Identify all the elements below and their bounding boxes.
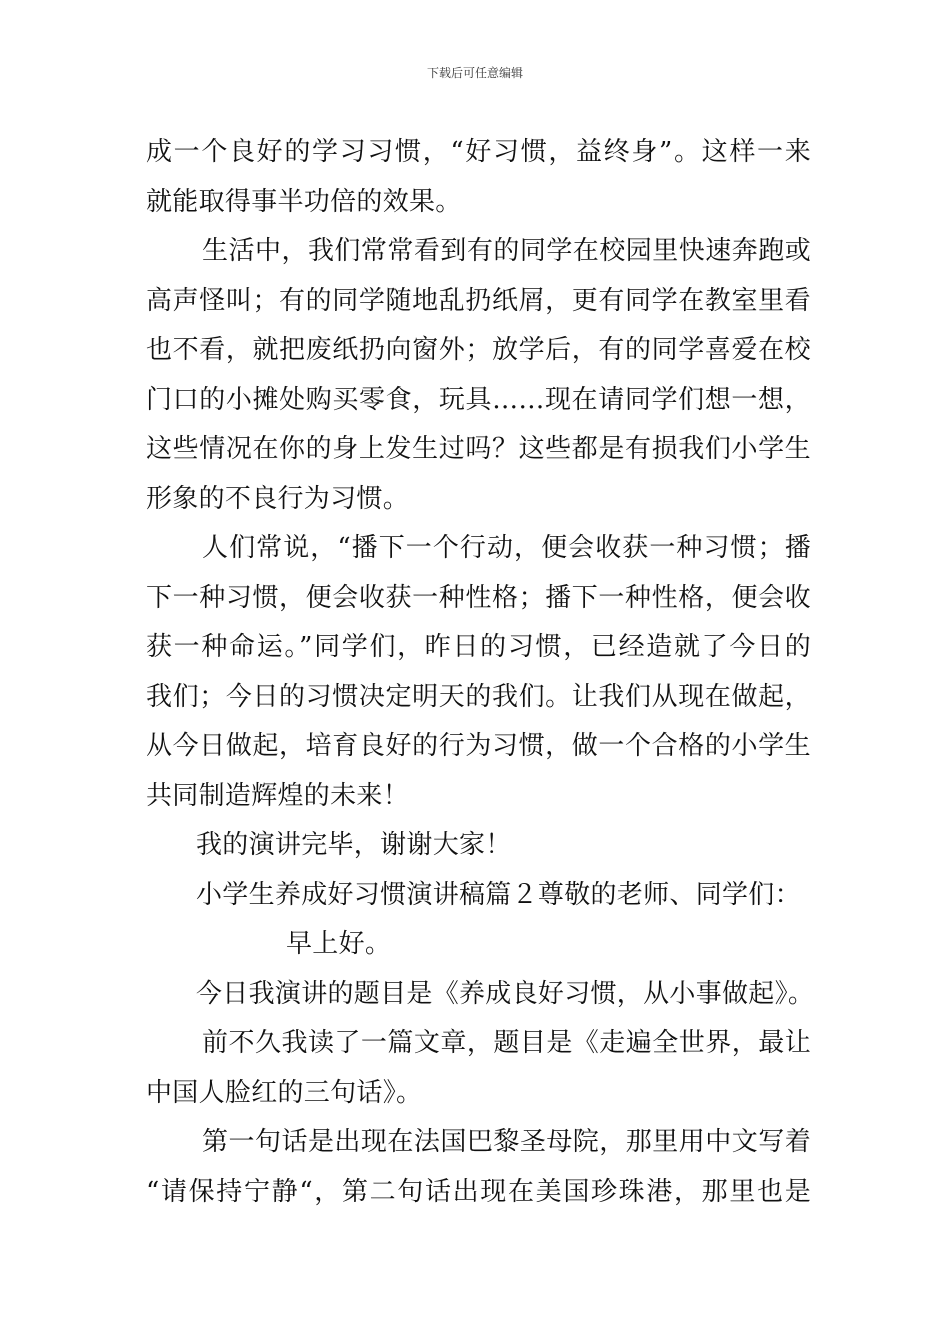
text-line: 我们；今日的习惯决定明天的我们。让我们从现在做起， bbox=[146, 681, 811, 712]
text-line: 就能取得事半功倍的效果。 bbox=[146, 186, 462, 217]
text-line: 这些情况在你的身上发生过吗？这些都是有损我们小学生 bbox=[146, 434, 811, 464]
text-line: 从今日做起，培育良好的行为习惯，做一个合格的小学生 bbox=[146, 731, 811, 761]
text-line: 门口的小摊处购买零食，玩具……现在请同学们想一想， bbox=[146, 384, 811, 415]
text-line: 人们常说，“播下一个行动，便会收获一种习惯；播 bbox=[202, 533, 811, 563]
text-line: 小学生养成好习惯演讲稿篇２尊敬的老师、同学们： bbox=[196, 879, 801, 910]
text-line: 前不久我读了一篇文章，题目是《走遍全世界，最让 bbox=[202, 1028, 811, 1058]
text-line: 第一句话是出现在法国巴黎圣母院，那里用中文写着 bbox=[202, 1127, 811, 1157]
text-line: 早上好。 bbox=[286, 929, 392, 959]
text-line: 今日我演讲的题目是《养成良好习惯，从小事做起》。 bbox=[196, 978, 815, 1009]
text-line: “请保持宁静“，第二句话出现在美国珍珠港，那里也是 bbox=[146, 1176, 811, 1207]
text-line: 生活中，我们常常看到有的同学在校园里快速奔跑或 bbox=[202, 236, 811, 266]
text-line: 我的演讲完毕，谢谢大家！ bbox=[196, 830, 512, 860]
text-line: 共同制造辉煌的未来！ bbox=[146, 780, 410, 811]
text-line: 高声怪叫；有的同学随地乱扔纸屑，更有同学在教室里看 bbox=[146, 285, 811, 316]
text-line: 也不看，就把废纸扔向窗外；放学后，有的同学喜爱在校 bbox=[146, 335, 811, 365]
text-line: 获一种命运。”同学们，昨日的习惯，已经造就了今日的 bbox=[146, 632, 811, 662]
document-body bbox=[146, 128, 815, 1217]
text-line: 成一个良好的学习习惯，“好习惯，益终身”。这样一来 bbox=[146, 137, 811, 167]
page-header: 下载后可任意编辑 bbox=[426, 66, 523, 80]
text-line: 中国人脸红的三句话》。 bbox=[146, 1077, 423, 1108]
text-line: 下一种习惯，便会收获一种性格；播下一种性格，便会收 bbox=[146, 582, 811, 613]
text-line: 形象的不良行为习惯。 bbox=[146, 483, 410, 514]
